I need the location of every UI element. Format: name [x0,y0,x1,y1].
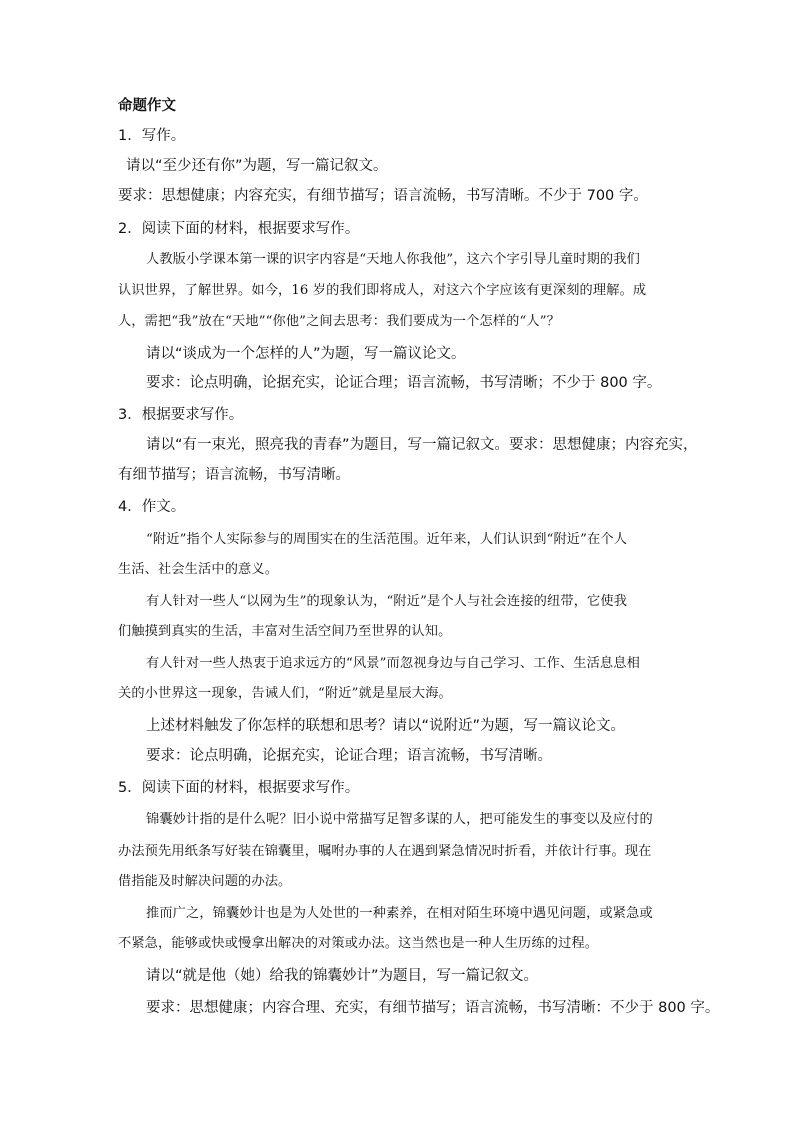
question-4-material-line: 们触摸到真实的生活，丰富对生活空间乃至世界的认知。 [118,624,452,639]
question-2-material-line: 认识世界，了解世界。如今，16 岁的我们即将成人，对这六个字应该有更深刻的理解。成 [118,283,647,298]
question-4-requirements: 要求：论点明确，论据充实，论证合理；语言流畅，书写清晰。 [146,748,552,764]
question-5-material-line: 推而广之，锦囊妙计也是为人处世的一种素养，在相对陌生环境中遇见问题，或紧急或 [146,906,653,921]
question-5-title: 5．阅读下面的材料，根据要求写作。 [118,780,360,796]
question-2-requirements: 要求：论点明确，论据充实，论证合理；语言流畅，书写清晰；不少于 800 字。 [146,375,662,391]
question-1-requirements: 要求：思想健康；内容充实，有细节描写；语言流畅，书写清晰。不少于 700 字。 [118,188,648,204]
question-5-material-line: 借指能及时解决问题的办法。 [118,874,292,889]
question-5-requirements: 要求：思想健康；内容合理、充实，有细节描写；语言流畅，书写清晰：不少于 800 字。 [146,1000,720,1016]
question-4-material-line: 有人针对一些人“以网为生”的现象认为，“附近”是个人与社会连接的纽带，它使我 [146,594,628,609]
question-4-title: 4．作文。 [118,499,186,515]
question-1-prompt: 请以“至少还有你”为题，写一篇记叙文。 [126,158,388,174]
question-4-material-line: 有人针对一些人热衷于追求远方的“风景”而忽视身边与自己学习、工作、生活息息相 [146,656,640,671]
section-heading: 命题作文 [118,98,176,114]
question-3-prompt: 请以“有一束光，照亮我的青春”为题目，写一篇记叙文。要求：思想健康；内容充实， [146,437,698,453]
question-4-material-line: “附近”指个人实际参与的周围实在的生活范围。近年来，人们认识到“附近”在个人 [146,532,628,547]
question-4-prompt: 上述材料触发了你怎样的联想和思考？请以“说附近”为题，写一篇议论文。 [146,718,626,734]
question-4-material-line: 关的小世界这一现象，告诫人们，“附近”就是星辰大海。 [118,686,452,701]
question-5-material-line: 锦囊妙计指的是什么呢？旧小说中常描写足智多谋的人，把可能发生的事变以及应付的 [146,812,653,827]
question-5-material-line: 不紧急，能够或快或慢拿出解决的对策或办法。这当然也是一种人生历练的过程。 [118,936,599,951]
question-4-material-line: 生活、社会生活中的意义。 [118,562,279,577]
question-1-title: 1．写作。 [118,128,186,144]
question-2-prompt: 请以“谈成为一个怎样的人”为题，写一篇议论文。 [146,346,466,362]
question-3-title: 3．根据要求写作。 [118,407,244,423]
question-5-prompt: 请以“就是他（她）给我的锦囊妙计”为题目，写一篇记叙文。 [146,968,539,984]
question-3-prompt-continued: 有细节描写；语言流畅，书写清晰。 [118,467,350,483]
question-2-material-line: 人，需把“我”放在“天地”“你他”之间去思考：我们要成为一个怎样的“人”？ [118,314,560,329]
question-5-material-line: 办法预先用纸条写好装在锦囊里，嘱咐办事的人在遇到紧急情况时折看，并依计行事。现在 [118,844,652,859]
question-2-material-line: 人教版小学课本第一课的识字内容是“天地人你我他”，这六个字引导儿童时期的我们 [146,252,640,267]
question-2-title: 2．阅读下面的材料，根据要求写作。 [118,221,360,237]
